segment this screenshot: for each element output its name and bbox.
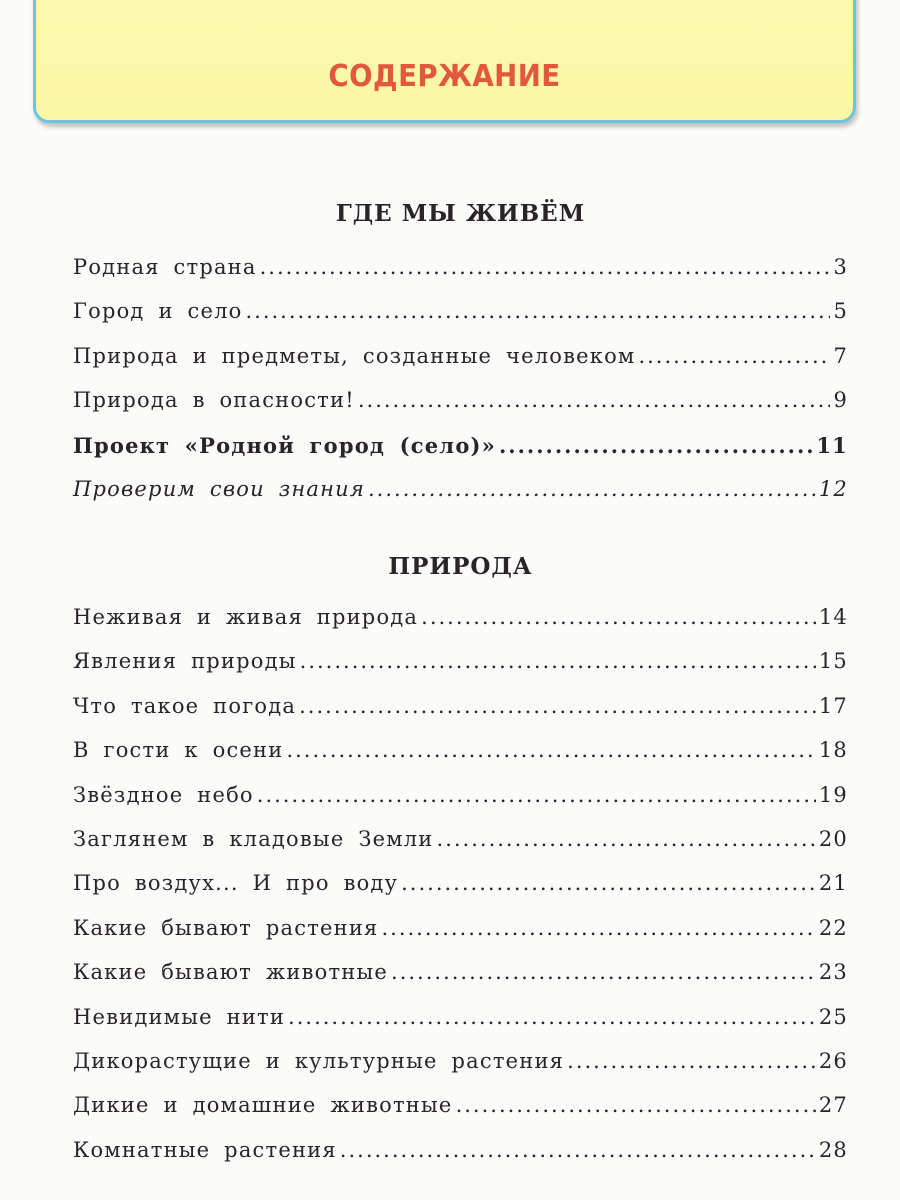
- entry-page-number: 27: [818, 1093, 848, 1118]
- entry-title: Дикие и домашние животные: [73, 1093, 453, 1118]
- toc-entry: [73, 783, 848, 813]
- entry-page-number: 28: [818, 1137, 848, 1162]
- entry-title: Город и село: [73, 299, 243, 324]
- dot-leader: [245, 299, 830, 323]
- entry-title: Какие бывают растения: [73, 915, 379, 940]
- dot-leader: [286, 738, 815, 762]
- toc-entry: [73, 738, 848, 768]
- dot-leader: [300, 649, 816, 673]
- entry-title: Природа в опасности!: [73, 388, 355, 413]
- entry-page-number: 19: [818, 782, 848, 807]
- entry-title: В гости к осени: [73, 738, 284, 763]
- toc-entry: [73, 827, 848, 857]
- entry-title: Звёздное небо: [73, 782, 254, 807]
- toc-entry: [73, 1005, 848, 1035]
- entry-title: Неживая и живая природа: [73, 605, 419, 629]
- dot-leader: [499, 433, 813, 458]
- entry-title: Родная страна: [73, 255, 257, 279]
- entry-page-number: 22: [818, 915, 848, 940]
- dot-leader: [257, 783, 816, 807]
- entry-page-number: 26: [818, 1049, 848, 1073]
- dot-leader: [391, 960, 816, 984]
- entry-title: Дикорастущие и культурные растения: [73, 1049, 565, 1073]
- toc-entry: [73, 871, 848, 901]
- entry-page-number: 5: [833, 299, 848, 324]
- toc-entry: [73, 916, 848, 946]
- dot-leader: [421, 605, 816, 629]
- entry-title: Невидимые нити: [73, 1004, 286, 1029]
- dot-leader: [299, 694, 816, 718]
- entry-page-number: 14: [818, 605, 848, 629]
- dot-leader: [638, 344, 830, 368]
- section-title: ГДЕ МЫ ЖИВЁМ: [335, 200, 586, 227]
- page-title: СОДЕРЖАНИЕ: [328, 59, 561, 94]
- toc-entry: [73, 605, 848, 635]
- toc-entry: [73, 1049, 848, 1079]
- dot-leader: [368, 477, 816, 501]
- entry-title: Заглянем в кладовые Земли: [73, 827, 434, 851]
- entry-page-number: 18: [818, 738, 848, 763]
- entry-page-number: 15: [818, 649, 848, 674]
- entry-page-number: 9: [833, 388, 848, 413]
- dot-leader: [567, 1049, 816, 1073]
- toc-entry: [73, 1138, 848, 1168]
- entry-title: Проверим свои знания: [73, 477, 365, 501]
- dot-leader: [381, 916, 815, 940]
- dot-leader: [437, 827, 816, 851]
- toc-entry: [73, 344, 848, 374]
- entry-page-number: 21: [818, 871, 848, 896]
- toc-entry: [73, 433, 848, 463]
- toc-entry: [73, 255, 848, 285]
- entry-title: Проект «Родной город (село)»: [73, 432, 496, 458]
- toc-entry: [73, 694, 848, 724]
- toc-entry: [73, 649, 848, 679]
- toc-entry: [73, 1093, 848, 1123]
- dot-leader: [260, 255, 831, 279]
- entry-title: Природа и предметы, созданные человеком: [73, 343, 636, 368]
- entry-page-number: 23: [818, 960, 848, 985]
- header-banner: [33, 0, 856, 123]
- toc-entry: [73, 299, 848, 329]
- dot-leader: [456, 1093, 816, 1117]
- dot-leader: [340, 1138, 816, 1162]
- entry-title: Комнатные растения: [73, 1137, 337, 1162]
- entry-page-number: 12: [818, 477, 848, 501]
- toc-entry: [73, 477, 848, 507]
- dot-leader: [288, 1005, 816, 1029]
- entry-title: Какие бывают животные: [73, 960, 389, 985]
- toc-entry: [73, 388, 848, 418]
- entry-page-number: 20: [818, 827, 848, 851]
- entry-page-number: 7: [833, 343, 848, 368]
- dot-leader: [401, 871, 816, 895]
- dot-leader: [358, 388, 831, 412]
- entry-page-number: 25: [818, 1004, 848, 1029]
- entry-title: Про воздух... И про воду: [73, 871, 399, 896]
- entry-page-number: 11: [816, 432, 848, 458]
- entry-page-number: 3: [833, 255, 848, 279]
- entry-title: Явления природы: [73, 649, 297, 674]
- entry-page-number: 17: [818, 693, 848, 718]
- section-title: ПРИРОДА: [388, 553, 533, 580]
- toc-entry: [73, 960, 848, 990]
- entry-title: Что такое погода: [73, 693, 297, 718]
